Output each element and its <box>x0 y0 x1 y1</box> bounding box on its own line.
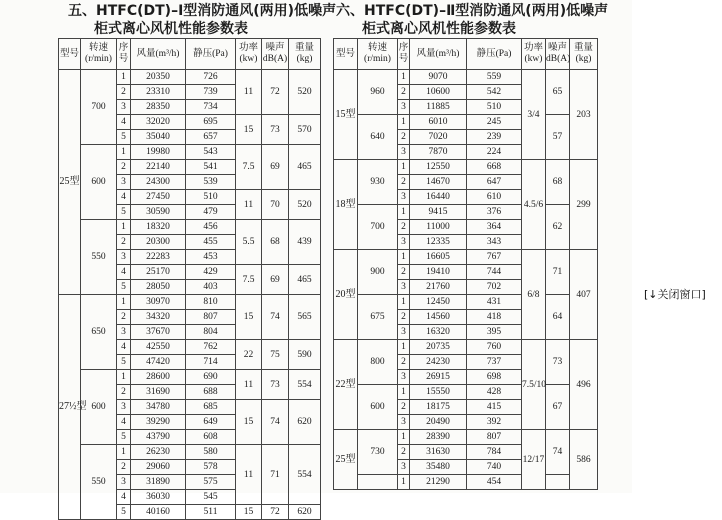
index-cell: 2 <box>117 160 131 175</box>
pressure-cell: 726 <box>186 70 236 85</box>
power-cell: 3/4 <box>522 70 546 160</box>
pressure-cell: 767 <box>467 250 522 265</box>
header-cell: 风量(m³/h) <box>131 39 186 70</box>
airflow-cell: 28050 <box>131 280 186 295</box>
speed-cell: 600 <box>81 370 117 445</box>
index-cell: 3 <box>398 235 410 250</box>
model-cell: 25型 <box>334 430 358 490</box>
power-cell: 15 <box>236 115 262 145</box>
pressure-cell: 545 <box>186 490 236 505</box>
pressure-cell: 510 <box>467 100 522 115</box>
pressure-cell: 224 <box>467 145 522 160</box>
speed-cell: 550 <box>81 445 117 520</box>
weight-cell: 465 <box>289 145 321 190</box>
airflow-cell: 20490 <box>410 415 467 430</box>
power-cell: 5.5 <box>236 220 262 265</box>
index-cell: 1 <box>398 250 410 265</box>
close-window-link[interactable]: [↓关闭窗口] <box>644 288 706 301</box>
pressure-cell: 649 <box>186 415 236 430</box>
pressure-cell: 364 <box>467 220 522 235</box>
index-cell: 3 <box>398 415 410 430</box>
airflow-cell: 11000 <box>410 220 467 235</box>
weight-cell: 590 <box>289 340 321 370</box>
weight-cell: 465 <box>289 265 321 295</box>
noise-cell: 67 <box>546 385 570 430</box>
pressure-cell: 807 <box>186 310 236 325</box>
airflow-cell: 14560 <box>410 310 467 325</box>
pressure-cell: 580 <box>186 445 236 460</box>
noise-cell: 69 <box>262 265 289 295</box>
airflow-cell: 35040 <box>131 130 186 145</box>
speed-cell: 900 <box>358 250 398 295</box>
noise-cell: 73 <box>262 115 289 145</box>
pressure-cell: 762 <box>186 340 236 355</box>
airflow-cell: 27450 <box>131 190 186 205</box>
pressure-cell: 543 <box>186 145 236 160</box>
index-cell: 3 <box>398 325 410 340</box>
pressure-cell: 541 <box>186 160 236 175</box>
power-cell: 22 <box>236 340 262 370</box>
airflow-cell: 24300 <box>131 175 186 190</box>
noise-cell: 70 <box>262 190 289 220</box>
pressure-cell: 610 <box>467 190 522 205</box>
index-cell: 1 <box>398 295 410 310</box>
power-cell: 7.5 <box>236 145 262 190</box>
airflow-cell: 29060 <box>131 460 186 475</box>
header-cell: 功率(kw) <box>236 39 262 70</box>
index-cell: 3 <box>398 145 410 160</box>
index-cell: 5 <box>117 130 131 145</box>
power-cell: 15 <box>236 505 262 520</box>
airflow-cell: 26230 <box>131 445 186 460</box>
airflow-cell: 43790 <box>131 430 186 445</box>
header-cell: 型号 <box>334 39 358 70</box>
index-cell: 3 <box>117 325 131 340</box>
weight-cell: 203 <box>570 70 598 160</box>
speed-cell: 930 <box>358 160 398 205</box>
pressure-cell: 510 <box>186 190 236 205</box>
index-cell: 2 <box>398 265 410 280</box>
pressure-cell: 685 <box>186 400 236 415</box>
header-cell: 序号 <box>398 39 410 70</box>
model-cell: 18型 <box>334 160 358 250</box>
speed-cell: 800 <box>358 340 398 385</box>
airflow-cell: 9070 <box>410 70 467 85</box>
index-cell: 2 <box>398 355 410 370</box>
airflow-cell: 15550 <box>410 385 467 400</box>
pressure-cell: 688 <box>186 385 236 400</box>
weight-cell: 520 <box>289 70 321 115</box>
table-header-row <box>334 39 598 70</box>
index-cell: 3 <box>398 100 410 115</box>
table-row <box>334 70 598 85</box>
pressure-cell: 453 <box>186 250 236 265</box>
speed-cell: 960 <box>358 70 398 115</box>
power-cell: 11 <box>236 445 262 505</box>
header-cell: 静压(Pa) <box>186 39 236 70</box>
airflow-cell: 16320 <box>410 325 467 340</box>
pressure-cell: 668 <box>467 160 522 175</box>
power-cell: 11 <box>236 190 262 220</box>
index-cell: 1 <box>398 115 410 130</box>
model-cell: 22型 <box>334 340 358 430</box>
index-cell: 3 <box>398 280 410 295</box>
weight-cell: 570 <box>289 115 321 145</box>
index-cell: 1 <box>117 70 131 85</box>
index-cell: 4 <box>117 340 131 355</box>
airflow-cell: 26915 <box>410 370 467 385</box>
pressure-cell: 511 <box>186 505 236 520</box>
pressure-cell: 608 <box>186 430 236 445</box>
index-cell: 3 <box>117 475 131 490</box>
model-cell: 27½型 <box>59 295 81 520</box>
pressure-cell: 428 <box>467 385 522 400</box>
index-cell: 4 <box>117 415 131 430</box>
table-row <box>59 295 321 310</box>
pressure-cell: 575 <box>186 475 236 490</box>
index-cell: 1 <box>117 220 131 235</box>
index-cell: 4 <box>117 115 131 130</box>
noise-cell: 68 <box>546 160 570 205</box>
power-cell: 7.5 <box>236 265 262 295</box>
table-row <box>334 295 598 310</box>
airflow-cell: 28600 <box>131 370 186 385</box>
pressure-cell: 740 <box>467 460 522 475</box>
noise-cell: 72 <box>262 70 289 115</box>
index-cell: 3 <box>117 250 131 265</box>
pressure-cell: 807 <box>467 430 522 445</box>
weight-cell: 439 <box>289 220 321 265</box>
pressure-cell: 395 <box>467 325 522 340</box>
pressure-cell: 559 <box>467 70 522 85</box>
airflow-cell: 25170 <box>131 265 186 280</box>
pressure-cell: 429 <box>186 265 236 280</box>
index-cell: 4 <box>117 490 131 505</box>
weight-cell: 496 <box>570 340 598 430</box>
index-cell: 3 <box>398 190 410 205</box>
airflow-cell: 11885 <box>410 100 467 115</box>
noise-cell: 57 <box>546 115 570 160</box>
noise-cell: 68 <box>262 220 289 265</box>
index-cell: 1 <box>117 295 131 310</box>
table-row <box>334 430 598 445</box>
airflow-cell: 31690 <box>131 385 186 400</box>
pressure-cell: 810 <box>186 295 236 310</box>
table-row <box>59 445 321 460</box>
pressure-cell: 784 <box>467 445 522 460</box>
pressure-cell: 804 <box>186 325 236 340</box>
airflow-cell: 42550 <box>131 340 186 355</box>
airflow-cell: 12450 <box>410 295 467 310</box>
airflow-cell: 24230 <box>410 355 467 370</box>
airflow-cell: 12335 <box>410 235 467 250</box>
speed-cell <box>358 475 398 490</box>
airflow-cell: 22283 <box>131 250 186 265</box>
weight-cell: 565 <box>289 295 321 340</box>
power-cell: 11 <box>236 370 262 400</box>
airflow-cell: 18320 <box>131 220 186 235</box>
pressure-cell: 739 <box>186 85 236 100</box>
table-row <box>59 70 321 85</box>
airflow-cell: 20350 <box>131 70 186 85</box>
power-cell: 15 <box>236 295 262 340</box>
airflow-cell: 6010 <box>410 115 467 130</box>
index-cell: 1 <box>398 205 410 220</box>
noise-cell: 74 <box>546 430 570 475</box>
speed-cell: 550 <box>81 220 117 295</box>
index-cell: 1 <box>398 430 410 445</box>
pressure-cell: 376 <box>467 205 522 220</box>
airflow-cell: 21290 <box>410 475 467 490</box>
pressure-cell: 657 <box>186 130 236 145</box>
pressure-cell: 415 <box>467 400 522 415</box>
index-cell: 5 <box>117 505 131 520</box>
airflow-cell: 21760 <box>410 280 467 295</box>
index-cell: 2 <box>117 385 131 400</box>
airflow-cell: 14670 <box>410 175 467 190</box>
index-cell: 1 <box>398 70 410 85</box>
index-cell: 2 <box>398 310 410 325</box>
airflow-cell: 36030 <box>131 490 186 505</box>
index-cell: 3 <box>117 100 131 115</box>
table-row <box>59 370 321 385</box>
pressure-cell: 456 <box>186 220 236 235</box>
power-cell: 6/8 <box>522 250 546 340</box>
speed-cell: 700 <box>358 205 398 250</box>
header-cell: 风量(m³/h) <box>410 39 467 70</box>
header-cell: 重量(kg) <box>570 39 598 70</box>
table-row <box>334 250 598 265</box>
noise-cell: 75 <box>262 340 289 370</box>
speed-cell: 640 <box>358 115 398 160</box>
airflow-cell: 12550 <box>410 160 467 175</box>
airflow-cell: 28390 <box>410 430 467 445</box>
table-row <box>334 205 598 220</box>
airflow-cell: 47420 <box>131 355 186 370</box>
airflow-cell: 39290 <box>131 415 186 430</box>
pressure-cell: 714 <box>186 355 236 370</box>
table-row <box>334 115 598 130</box>
noise-cell: 71 <box>262 445 289 505</box>
header-cell: 转速(r/min) <box>358 39 398 70</box>
pressure-cell: 403 <box>186 280 236 295</box>
index-cell: 2 <box>398 175 410 190</box>
airflow-cell: 22140 <box>131 160 186 175</box>
pressure-cell: 737 <box>467 355 522 370</box>
speed-cell: 700 <box>81 70 117 145</box>
airflow-cell: 31890 <box>131 475 186 490</box>
airflow-cell: 40160 <box>131 505 186 520</box>
pressure-cell: 695 <box>186 115 236 130</box>
airflow-cell: 20735 <box>410 340 467 355</box>
noise-cell: 73 <box>546 340 570 385</box>
index-cell: 5 <box>117 355 131 370</box>
pressure-cell: 760 <box>467 340 522 355</box>
noise-cell: 69 <box>262 145 289 190</box>
index-cell: 3 <box>117 175 131 190</box>
pressure-cell: 744 <box>467 265 522 280</box>
pressure-cell: 690 <box>186 370 236 385</box>
index-cell: 1 <box>117 370 131 385</box>
airflow-cell: 28350 <box>131 100 186 115</box>
airflow-cell: 23310 <box>131 85 186 100</box>
index-cell: 2 <box>117 460 131 475</box>
noise-cell: 62 <box>546 205 570 250</box>
noise-cell: 72 <box>262 505 289 520</box>
table-row <box>334 160 598 175</box>
index-cell: 2 <box>117 235 131 250</box>
index-cell: 2 <box>398 130 410 145</box>
weight-cell: 620 <box>289 505 321 520</box>
right-table-title <box>336 2 608 38</box>
table-row <box>334 340 598 355</box>
noise-cell: 64 <box>546 295 570 340</box>
header-cell: 序号 <box>117 39 131 70</box>
noise-cell: 73 <box>262 370 289 400</box>
airflow-cell: 34780 <box>131 400 186 415</box>
table-header-row <box>59 39 321 70</box>
power-cell: 12/17 <box>522 430 546 490</box>
index-cell: 3 <box>117 400 131 415</box>
index-cell: 2 <box>117 85 131 100</box>
left-title-line1: 五、HTFC(DT)–Ⅰ型消防通风(两用)低噪声 <box>68 3 337 19</box>
airflow-cell: 30970 <box>131 295 186 310</box>
index-cell: 3 <box>398 370 410 385</box>
airflow-cell: 9415 <box>410 205 467 220</box>
airflow-cell: 19410 <box>410 265 467 280</box>
speed-cell: 675 <box>358 295 398 340</box>
pressure-cell: 479 <box>186 205 236 220</box>
table-row <box>334 475 598 490</box>
airflow-cell: 19980 <box>131 145 186 160</box>
airflow-cell: 16440 <box>410 190 467 205</box>
pressure-cell: 343 <box>467 235 522 250</box>
noise-cell: 74 <box>262 400 289 445</box>
right-title-line1: 六、HTFC(DT)–Ⅱ型消防通风(两用)低噪声 <box>336 3 609 19</box>
index-cell: 3 <box>398 460 410 475</box>
index-cell: 2 <box>398 445 410 460</box>
left-table-title <box>68 2 336 38</box>
header-cell: 转速(r/min) <box>81 39 117 70</box>
pressure-cell: 647 <box>467 175 522 190</box>
airflow-cell: 34320 <box>131 310 186 325</box>
header-cell: 功率(kw) <box>522 39 546 70</box>
weight-cell: 407 <box>570 250 598 340</box>
index-cell: 1 <box>117 445 131 460</box>
index-cell: 5 <box>117 430 131 445</box>
pressure-cell: 702 <box>467 280 522 295</box>
header-cell: 静压(Pa) <box>467 39 522 70</box>
table-row <box>334 385 598 400</box>
power-cell: 4.5/6 <box>522 160 546 250</box>
table-row <box>59 220 321 235</box>
model-cell: 20型 <box>334 250 358 340</box>
table-row <box>59 145 321 160</box>
power-cell: 7.5/10 <box>522 340 546 430</box>
index-cell: 1 <box>398 385 410 400</box>
pressure-cell: 454 <box>467 475 522 490</box>
airflow-cell: 37670 <box>131 325 186 340</box>
airflow-cell: 32020 <box>131 115 186 130</box>
weight-cell: 554 <box>289 445 321 505</box>
index-cell: 2 <box>398 220 410 235</box>
pressure-cell: 245 <box>467 115 522 130</box>
airflow-cell: 7870 <box>410 145 467 160</box>
index-cell: 5 <box>117 280 131 295</box>
index-cell: 2 <box>398 400 410 415</box>
header-cell: 型号 <box>59 39 81 70</box>
noise-cell <box>546 475 570 490</box>
index-cell: 2 <box>117 310 131 325</box>
header-cell: 重量(kg) <box>289 39 321 70</box>
index-cell: 1 <box>117 145 131 160</box>
airflow-cell: 10600 <box>410 85 467 100</box>
pressure-cell: 455 <box>186 235 236 250</box>
airflow-cell: 18175 <box>410 400 467 415</box>
index-cell: 1 <box>398 340 410 355</box>
index-cell: 1 <box>398 475 410 490</box>
noise-cell: 74 <box>262 295 289 340</box>
index-cell: 4 <box>117 190 131 205</box>
pressure-cell: 734 <box>186 100 236 115</box>
airflow-cell: 16605 <box>410 250 467 265</box>
airflow-cell: 35480 <box>410 460 467 475</box>
power-cell: 15 <box>236 400 262 445</box>
header-cell: 噪声dB(A) <box>546 39 570 70</box>
power-cell: 11 <box>236 70 262 115</box>
left-fan-performance-table <box>58 38 321 520</box>
weight-cell: 586 <box>570 430 598 490</box>
left-title-line2: 柜式离心风机性能参数表 <box>94 21 248 37</box>
pressure-cell: 239 <box>467 130 522 145</box>
airflow-cell: 7020 <box>410 130 467 145</box>
noise-cell: 65 <box>546 70 570 115</box>
model-cell: 25型 <box>59 70 81 295</box>
pressure-cell: 539 <box>186 175 236 190</box>
index-cell: 4 <box>117 265 131 280</box>
index-cell: 5 <box>117 205 131 220</box>
speed-cell: 600 <box>81 145 117 220</box>
pressure-cell: 698 <box>467 370 522 385</box>
pressure-cell: 542 <box>467 85 522 100</box>
right-title-line2: 柜式离心风机性能参数表 <box>362 21 516 37</box>
pressure-cell: 392 <box>467 415 522 430</box>
header-cell: 噪声dB(A) <box>262 39 289 70</box>
weight-cell: 299 <box>570 160 598 250</box>
noise-cell: 71 <box>546 250 570 295</box>
speed-cell: 730 <box>358 430 398 475</box>
airflow-cell: 30590 <box>131 205 186 220</box>
model-cell: 15型 <box>334 70 358 160</box>
index-cell: 2 <box>398 85 410 100</box>
weight-cell: 520 <box>289 190 321 220</box>
weight-cell: 620 <box>289 400 321 445</box>
pressure-cell: 578 <box>186 460 236 475</box>
airflow-cell: 31630 <box>410 445 467 460</box>
speed-cell: 600 <box>358 385 398 430</box>
index-cell: 1 <box>398 160 410 175</box>
weight-cell: 554 <box>289 370 321 400</box>
right-fan-performance-table <box>333 38 598 490</box>
pressure-cell: 431 <box>467 295 522 310</box>
airflow-cell: 20300 <box>131 235 186 250</box>
pressure-cell: 418 <box>467 310 522 325</box>
speed-cell: 650 <box>81 295 117 370</box>
